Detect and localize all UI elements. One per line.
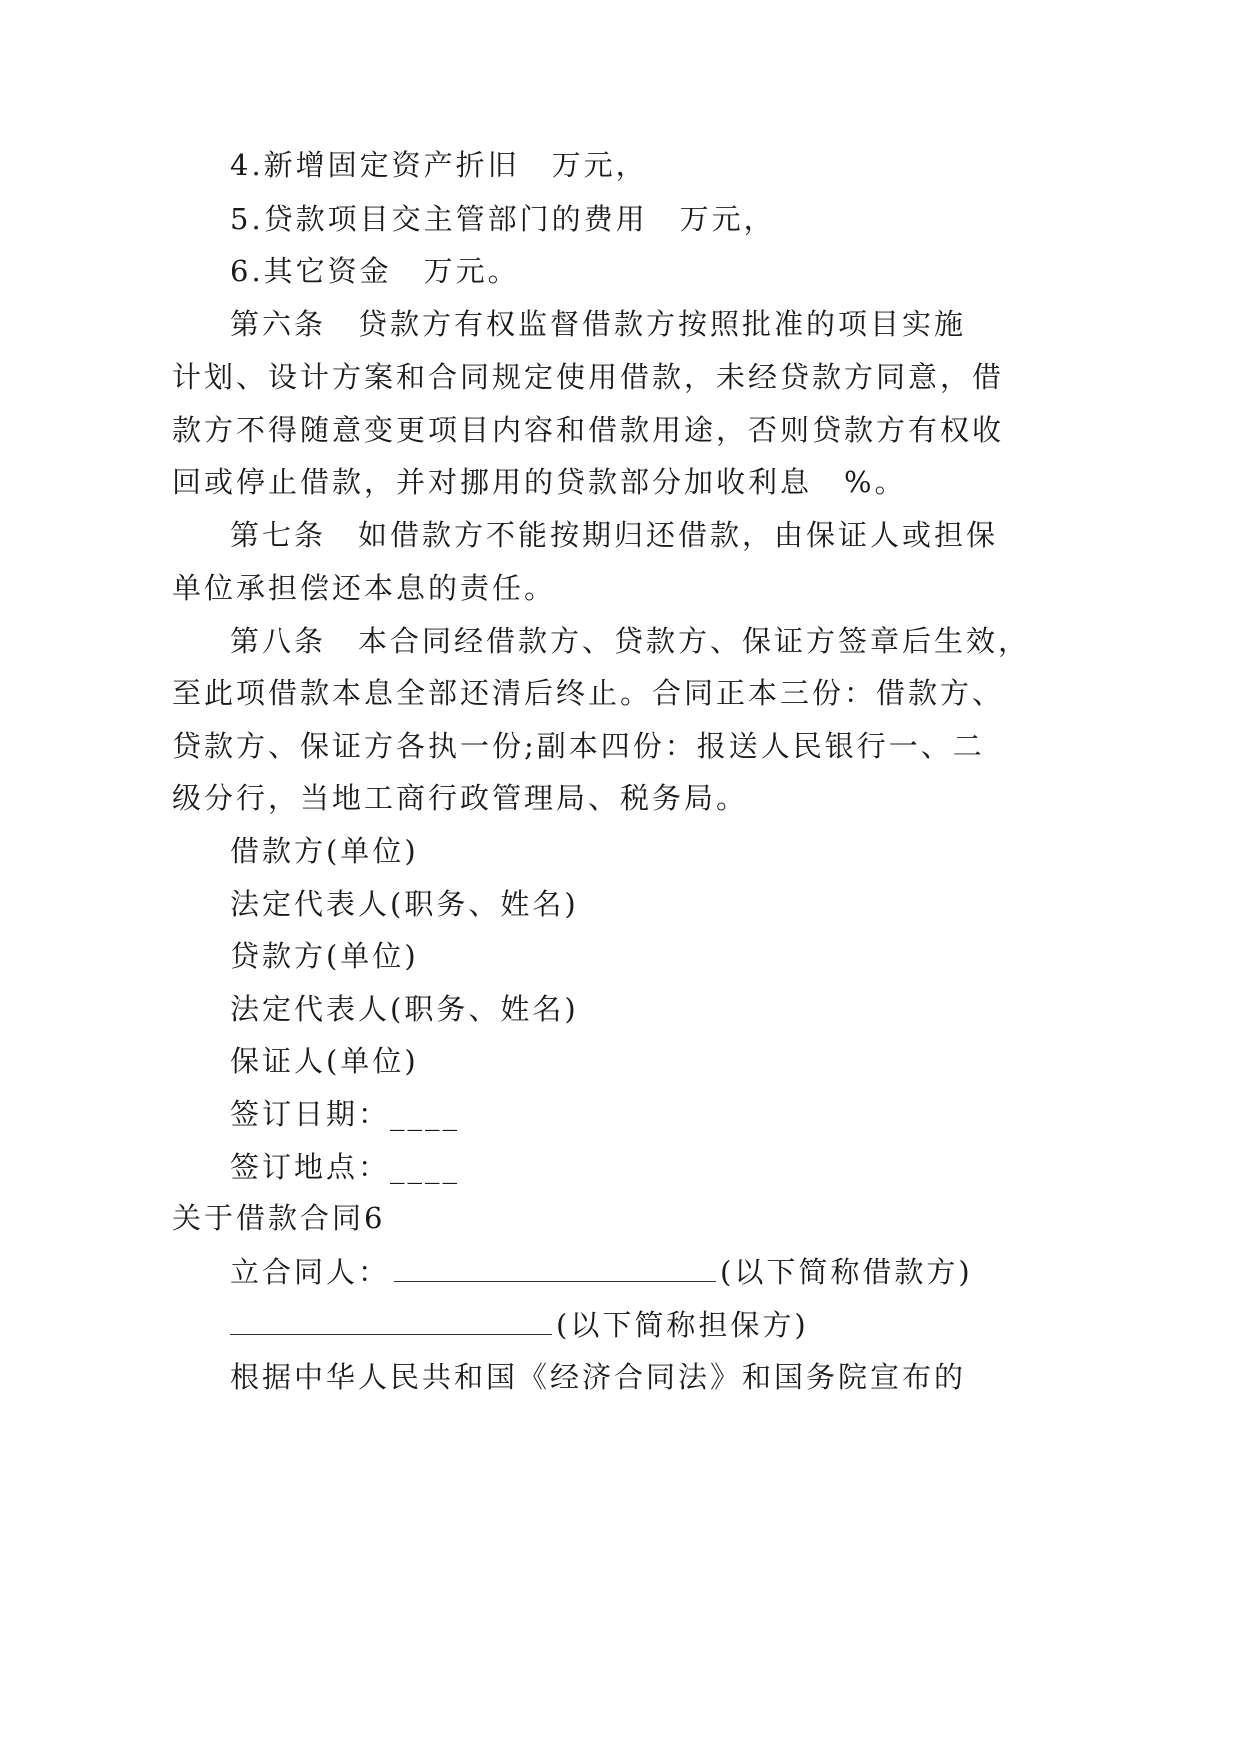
- article-8-line-2: 至此项借款本息全部还清后终止。合同正本三份：借款方、: [172, 676, 1005, 710]
- item-5-fees: 5.贷款项目交主管部门的费用 万元，: [230, 202, 776, 236]
- article-8-line-4: 级分行，当地工商行政管理局、税务局。: [172, 781, 749, 815]
- signature-lender-rep: 法定代表人(职务、姓名): [230, 992, 579, 1026]
- article-6-line-4: 回或停止借款，并对挪用的贷款部分加收利息 %。: [172, 465, 907, 499]
- guarantor-line: [230, 1304, 809, 1345]
- contract-party-line: [230, 1251, 973, 1292]
- article-7-line-2: 单位承担偿还本息的责任。: [172, 571, 557, 605]
- borrower-blank: [394, 1251, 716, 1282]
- guarantor-suffix: (以下简称担保方): [556, 1308, 809, 1342]
- borrower-suffix: (以下简称借款方): [720, 1255, 973, 1289]
- signature-borrower-rep: 法定代表人(职务、姓名): [230, 887, 579, 921]
- article-7-line-1: 第七条 如借款方不能按期归还借款，由保证人或担保: [230, 518, 999, 552]
- contract-party-label: 立合同人：: [230, 1255, 391, 1289]
- guarantor-blank: [230, 1304, 552, 1335]
- article-8-line-1: 第八条 本合同经借款方、贷款方、保证方签章后生效，: [230, 624, 1031, 658]
- preamble-line: 根据中华人民共和国《经济合同法》和国务院宣布的: [230, 1360, 967, 1394]
- article-8-line-3: 贷款方、保证方各执一份;副本四份：报送人民银行一、二: [172, 729, 985, 763]
- signature-lender: 贷款方(单位): [230, 939, 419, 973]
- item-6-other-funds: 6.其它资金 万元。: [230, 254, 520, 288]
- signature-guarantor: 保证人(单位): [230, 1044, 419, 1078]
- signing-date: 签订日期：____: [230, 1097, 461, 1131]
- article-6-line-2: 计划、设计方案和合同规定使用借款，未经贷款方同意，借: [172, 360, 1005, 394]
- signature-borrower: 借款方(单位): [230, 834, 419, 868]
- article-6-line-3: 款方不得随意变更项目内容和借款用途，否则贷款方有权收: [172, 413, 1005, 447]
- signing-place: 签订地点：____: [230, 1150, 461, 1184]
- article-6-line-1: 第六条 贷款方有权监督借款方按照批准的项目实施: [230, 307, 967, 341]
- item-4-depreciation: 4.新增固定资产折旧 万元，: [230, 148, 648, 182]
- section-heading: 关于借款合同6: [172, 1201, 386, 1235]
